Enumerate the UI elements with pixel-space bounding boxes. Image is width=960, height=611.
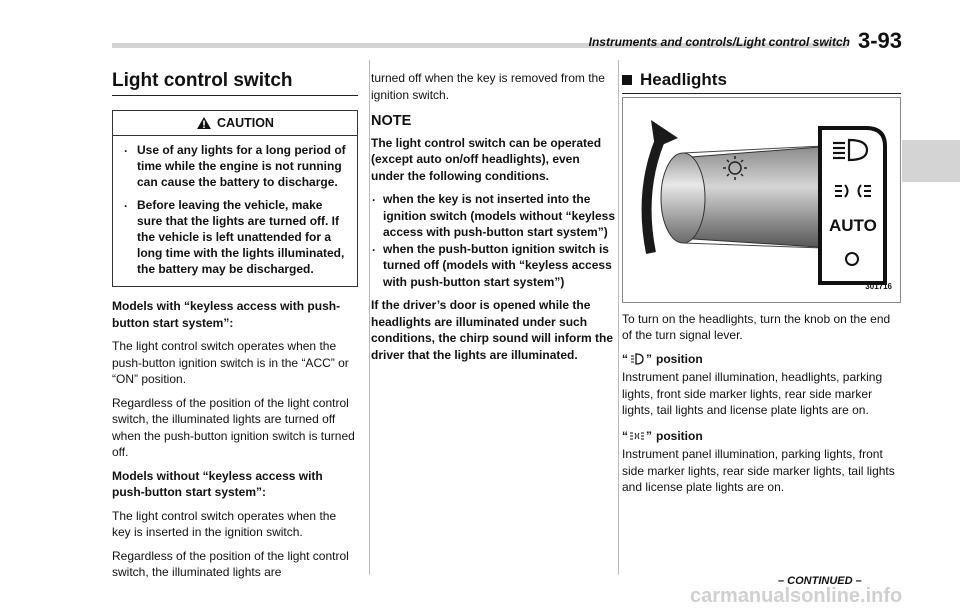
caution-label: CAUTION <box>217 115 274 130</box>
headlights-heading <box>622 72 901 89</box>
auto-label: AUTO <box>829 215 877 235</box>
paragraph: To turn on the headlights, turn the knob on the end of the turn signal lever. <box>622 311 891 342</box>
section-title: Light control switch <box>112 73 358 96</box>
figure-code: 301716 <box>865 282 892 291</box>
position-heading: “ ” position <box>622 428 703 443</box>
watermark: carmanualsonline.info <box>690 585 903 607</box>
light-switch-figure <box>622 97 901 303</box>
running-header: Instruments and controls/Light control switch <box>588 35 850 49</box>
paragraph: turned off when the key is removed from the ignition switch. <box>371 71 605 102</box>
position-heading: “ ” position <box>622 351 703 366</box>
caution-item: . Before leaving the vehicle, make sure that the lights are turned off. If the vehicle is left unattended for a long time with the lights illuminated, the battery may be discharged. <box>119 197 351 277</box>
position-label: position <box>656 351 703 366</box>
caution-list <box>113 136 357 286</box>
column-2 <box>371 70 616 370</box>
column-divider <box>369 60 370 575</box>
caution-header <box>113 111 357 137</box>
paragraph: Regardless of the position of the light control switch, the illuminated lights are <box>112 548 349 579</box>
note-item: . when the push-button ignition switch is turned off (models with “keyless access with push-button start system”) <box>371 241 616 291</box>
paragraph: The light control switch operates when the push-button ignition switch is in the “ACC” or “ON” position. <box>112 339 349 386</box>
models-with-heading: Models with “keyless access with push-button start system”: <box>112 299 341 330</box>
warning-triangle-icon <box>196 116 212 130</box>
paragraph: The light control switch operates when the key is inserted in the ignition switch. <box>112 508 337 539</box>
paragraph: Instrument panel illumination, headlights, parking lights, front side marker lights, rear side marker lights, tail lights and license plate lights are on. <box>622 370 883 417</box>
paragraph: Regardless of the position of the light control switch, the illuminated lights are turned off when the push-button ignition switch is turned off. <box>112 395 355 459</box>
parking-light-icon <box>630 430 644 442</box>
headlights-title: Headlights <box>640 70 727 89</box>
note-intro: The light control switch can be operated (except auto on/off headlights), even under the following conditions. <box>371 135 602 183</box>
column-3 <box>622 70 901 503</box>
models-without-heading: Models without “keyless access with push-button start system”: <box>112 468 323 499</box>
position-label: position <box>656 428 703 443</box>
headlight-icon <box>630 353 644 365</box>
chapter-tab <box>902 140 960 182</box>
continued-label: – CONTINUED – <box>778 575 862 587</box>
note-label: NOTE <box>371 113 412 129</box>
note-list <box>371 191 616 290</box>
page-number: 3-93 <box>858 28 903 53</box>
paragraph: Instrument panel illumination, parking lights, front side marker lights, rear side marker lights, tail lights and license plate lights are on. <box>622 447 895 494</box>
heading-rule <box>622 93 901 94</box>
column-1 <box>112 70 358 588</box>
note-item: . when the key is not inserted into the ignition switch (models without “keyless access with push-button start system”) <box>371 191 616 241</box>
column-divider <box>618 60 619 575</box>
note-paragraph: If the driver’s door is opened while the headlights are illuminated under such conditions, the chirp sound will inform the driver that the lights are illuminated. <box>371 298 613 362</box>
caution-item: . Use of any lights for a long period of time while the engine is not running can cause the battery to discharge. <box>119 142 351 190</box>
square-bullet-icon <box>622 75 632 85</box>
caution-box <box>112 110 358 288</box>
light-switch-illustration <box>623 98 901 303</box>
